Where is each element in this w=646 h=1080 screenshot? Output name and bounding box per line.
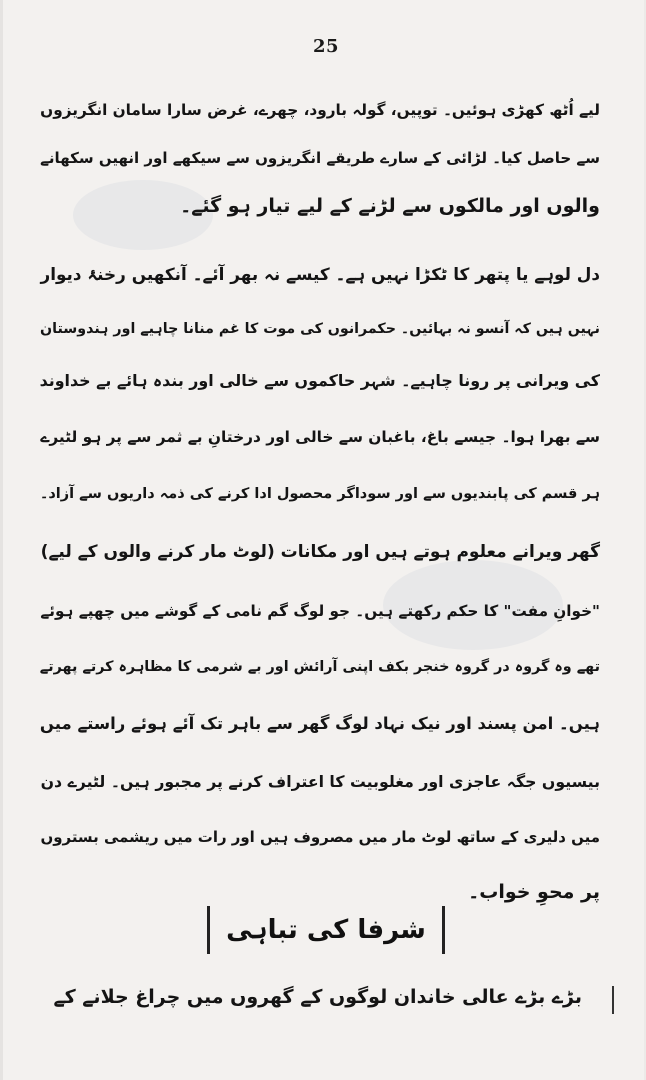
text-line: بیسیوں جگہ عاجزی اور مغلوبیت کا اعتراف کرنے پر مجبور ہیں۔ لٹیرے دن — [40, 772, 600, 791]
text-line: تھے وہ گروہ در گروہ خنجر بکف اپنی آرائش اور بے شرمی کا مظاہرہ کرتے پھرتے — [39, 659, 600, 675]
text-line: ہیں۔ امن پسند اور نیک نہاد لوگ گھر سے باہر تک آئے ہوئے راستے میں — [39, 714, 600, 733]
text-line: سے حاصل کیا۔ لڑائی کے سارے طریقے انگریزوں سے سیکھے اور انھیں سکھانے — [40, 149, 600, 167]
text-line: پر محوِ خواب۔ — [468, 881, 600, 903]
text-line: نہیں ہیں کہ آنسو نہ بہائیں۔ حکمرانوں کی موت کا غم منانا چاہیے اور ہندوستان — [40, 321, 600, 337]
text-line: بڑے بڑے عالی خاندان لوگوں کے گھروں میں چراغ جلانے کے — [53, 986, 582, 1008]
page-number: 25 — [312, 36, 340, 57]
text-line: سے بھرا ہوا۔ جیسے باغ، باغبان سے خالی اور درختانِ بے ثمر سے پر ہو لٹیرے — [40, 428, 600, 446]
text-line: "خوانِ مفت" کا حکم رکھتے ہیں۔ جو لوگ گم نامی کے گوشے میں چھپے ہوئے — [40, 602, 600, 620]
text-line: والوں اور مالکوں سے لڑنے کے لیے تیار ہو گئے۔ — [180, 195, 600, 217]
text-line: دل لوہے یا پتھر کا ٹکڑا نہیں ہے۔ کیسے نہ بھر آئے۔ آنکھیں رخنۂ دیوار — [40, 264, 600, 284]
text-line: میں دلیری کے ساتھ لوٹ مار میں مصروف ہیں اور رات میں ریشمی بستروں — [40, 828, 600, 846]
text-line: کی ویرانی پر رونا چاہیے۔ شہر حاکموں سے خالی اور بندہ ہائے بے خداوند — [39, 371, 600, 390]
text-line: گھر ویرانے معلوم ہوتے ہیں اور مکانات (لوٹ مار کرنے والوں کے لیے) — [40, 542, 600, 562]
section-heading — [3, 906, 646, 954]
text-line: ہر قسم کی پابندیوں سے اور سوداگر محصول ادا کرنے کی ذمہ داریوں سے آزاد۔ — [39, 486, 600, 502]
section-heading-text: شرفا کی تباہی — [207, 906, 445, 954]
text-line: لیے اُٹھ کھڑی ہوئیں۔ توپیں، گولہ بارود، چھرے، غرض سارا سامان انگریزوں — [40, 101, 600, 119]
margin-mark — [612, 986, 614, 1014]
